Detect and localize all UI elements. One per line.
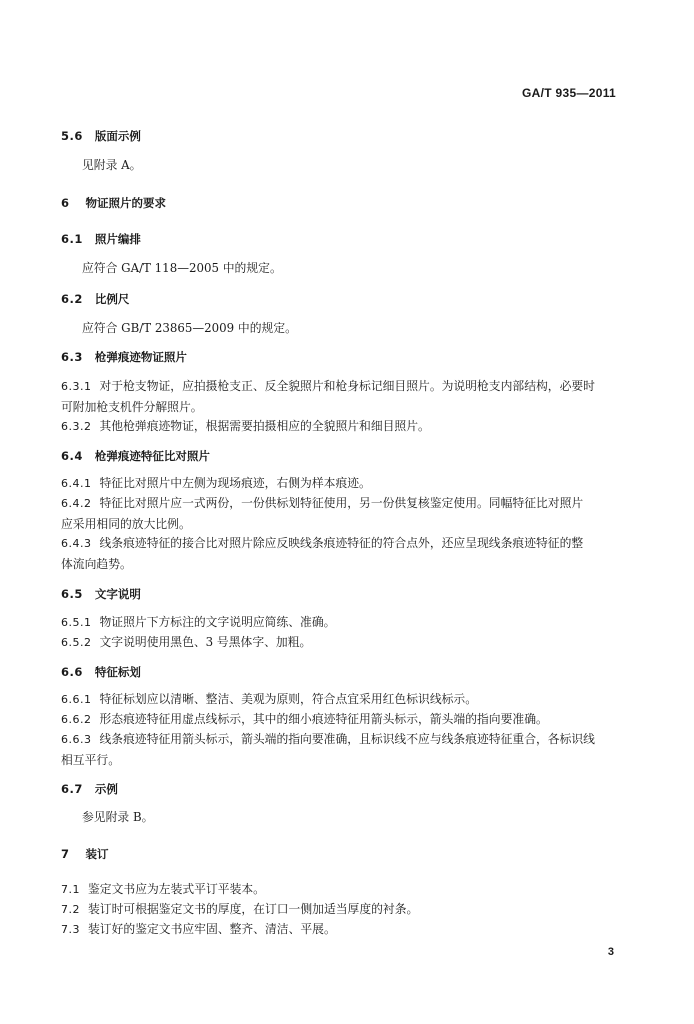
paragraph-text: 特征比对照片中左侧为现场痕迹，右侧为样本痕迹。 bbox=[99, 476, 371, 490]
paragraph-text: 线条痕迹特征用箭头标示，箭头端的指向要准确，且标识线不应与线条痕迹特征重合，各标识线 bbox=[99, 732, 595, 746]
paragraph-6-6-1 bbox=[61, 689, 618, 710]
section-6-5-heading bbox=[61, 584, 618, 604]
section-6-2-text: 应符合 GB/T 23865—2009 中的规定。 bbox=[82, 321, 297, 335]
page-number: 3 bbox=[607, 946, 614, 958]
paragraph-7-3 bbox=[61, 919, 618, 940]
paragraph-text: 装订好的鉴定文书应牢固、整齐、清洁、平展。 bbox=[88, 922, 336, 936]
section-title: 比例尺 bbox=[94, 292, 130, 306]
paragraph-text: 其他枪弹痕迹物证，根据需要拍摄相应的全貌照片和细目照片。 bbox=[99, 419, 430, 433]
section-number: 6.5 bbox=[61, 587, 83, 601]
section-6-7-text: 参见附录 B。 bbox=[82, 810, 154, 824]
standard-code: GA/T 935—2011 bbox=[522, 86, 616, 100]
paragraph-6-5-1 bbox=[61, 612, 618, 633]
paragraph-number: 6.4.3 bbox=[61, 537, 92, 550]
paragraph-6-4-2 bbox=[61, 493, 618, 535]
paragraph-text: 特征比对照片应一式两份，一份供标划特征使用，另一份供复核鉴定使用。同幅特征比对照片 bbox=[99, 496, 584, 510]
paragraph-number: 6.6.3 bbox=[61, 733, 92, 746]
section-5-6-heading bbox=[61, 126, 618, 146]
paragraph-text-continued: 可附加枪支机件分解照片。 bbox=[61, 400, 203, 414]
section-6-4-heading bbox=[61, 446, 618, 466]
section-7-heading bbox=[61, 844, 618, 864]
section-number: 5.6 bbox=[61, 129, 83, 143]
paragraph-number: 7.3 bbox=[61, 923, 80, 936]
section-number: 6.7 bbox=[61, 782, 83, 796]
paragraph-6-4-3 bbox=[61, 533, 618, 575]
paragraph-number: 6.6.2 bbox=[61, 713, 92, 726]
paragraph-text: 鉴定文书应为左装式平订平装本。 bbox=[88, 882, 265, 896]
section-6-heading bbox=[61, 193, 618, 213]
paragraph-number: 7.1 bbox=[61, 883, 80, 896]
paragraph-number: 6.4.1 bbox=[61, 477, 92, 490]
paragraph-text: 特征标划应以清晰、整洁、美观为原则，符合点宜采用红色标识线标示。 bbox=[99, 692, 478, 706]
paragraph-text: 物证照片下方标注的文字说明应简练、准确。 bbox=[99, 615, 336, 629]
section-title: 示例 bbox=[94, 782, 118, 796]
section-title: 文字说明 bbox=[94, 587, 141, 601]
section-6-7-heading bbox=[61, 779, 618, 799]
paragraph-number: 6.3.1 bbox=[61, 380, 92, 393]
section-6-1-text: 应符合 GA/T 118—2005 中的规定。 bbox=[82, 261, 282, 275]
section-title: 枪弹痕迹物证照片 bbox=[94, 350, 187, 364]
paragraph-text: 形态痕迹特征用虚点线标示，其中的细小痕迹特征用箭头标示，箭头端的指向要准确。 bbox=[99, 712, 548, 726]
paragraph-number: 6.6.1 bbox=[61, 693, 92, 706]
section-6-2-heading bbox=[61, 289, 618, 309]
section-title: 枪弹痕迹特征比对照片 bbox=[94, 449, 210, 463]
section-6-1-heading bbox=[61, 229, 618, 249]
section-title: 物证照片的要求 bbox=[85, 196, 167, 210]
paragraph-6-3-2 bbox=[61, 416, 618, 437]
section-number: 6.1 bbox=[61, 232, 83, 246]
paragraph-6-6-3 bbox=[61, 729, 618, 771]
section-6-6-heading bbox=[61, 662, 618, 682]
section-number: 6.4 bbox=[61, 449, 83, 463]
section-title: 版面示例 bbox=[94, 129, 141, 143]
paragraph-number: 6.5.2 bbox=[61, 636, 92, 649]
paragraph-6-4-1 bbox=[61, 473, 618, 494]
section-number: 6.6 bbox=[61, 665, 83, 679]
paragraph-text: 线条痕迹特征的接合比对照片除应反映线条痕迹特征的符合点外，还应呈现线条痕迹特征的整 bbox=[99, 536, 584, 550]
paragraph-number: 6.5.1 bbox=[61, 616, 92, 629]
section-number: 6.3 bbox=[61, 350, 83, 364]
paragraph-text: 对于枪支物证，应拍摄枪支正、反全貌照片和枪身标记细目照片。为说明枪支内部结构，必要时 bbox=[99, 379, 595, 393]
section-number: 7 bbox=[61, 847, 70, 861]
section-title: 装订 bbox=[85, 847, 109, 861]
paragraph-7-2 bbox=[61, 899, 618, 920]
section-6-3-heading bbox=[61, 347, 618, 367]
section-5-6-text: 见附录 A。 bbox=[82, 158, 142, 172]
section-title: 照片编排 bbox=[94, 232, 141, 246]
paragraph-text: 装订时可根据鉴定文书的厚度，在订口一侧加适当厚度的衬条。 bbox=[88, 902, 419, 916]
paragraph-6-3-1 bbox=[61, 376, 618, 418]
paragraph-6-6-2 bbox=[61, 709, 618, 730]
section-title: 特征标划 bbox=[94, 665, 141, 679]
section-number: 6 bbox=[61, 196, 70, 210]
paragraph-text-continued: 体流向趋势。 bbox=[61, 557, 132, 571]
paragraph-text: 文字说明使用黑色、3 号黑体字、加粗。 bbox=[99, 635, 312, 649]
paragraph-6-5-2 bbox=[61, 632, 618, 653]
section-number: 6.2 bbox=[61, 292, 83, 306]
paragraph-number: 7.2 bbox=[61, 903, 80, 916]
paragraph-text-continued: 相互平行。 bbox=[61, 753, 120, 767]
paragraph-7-1 bbox=[61, 879, 618, 900]
paragraph-text-continued: 应采用相同的放大比例。 bbox=[61, 517, 191, 531]
paragraph-number: 6.3.2 bbox=[61, 420, 92, 433]
paragraph-number: 6.4.2 bbox=[61, 497, 92, 510]
